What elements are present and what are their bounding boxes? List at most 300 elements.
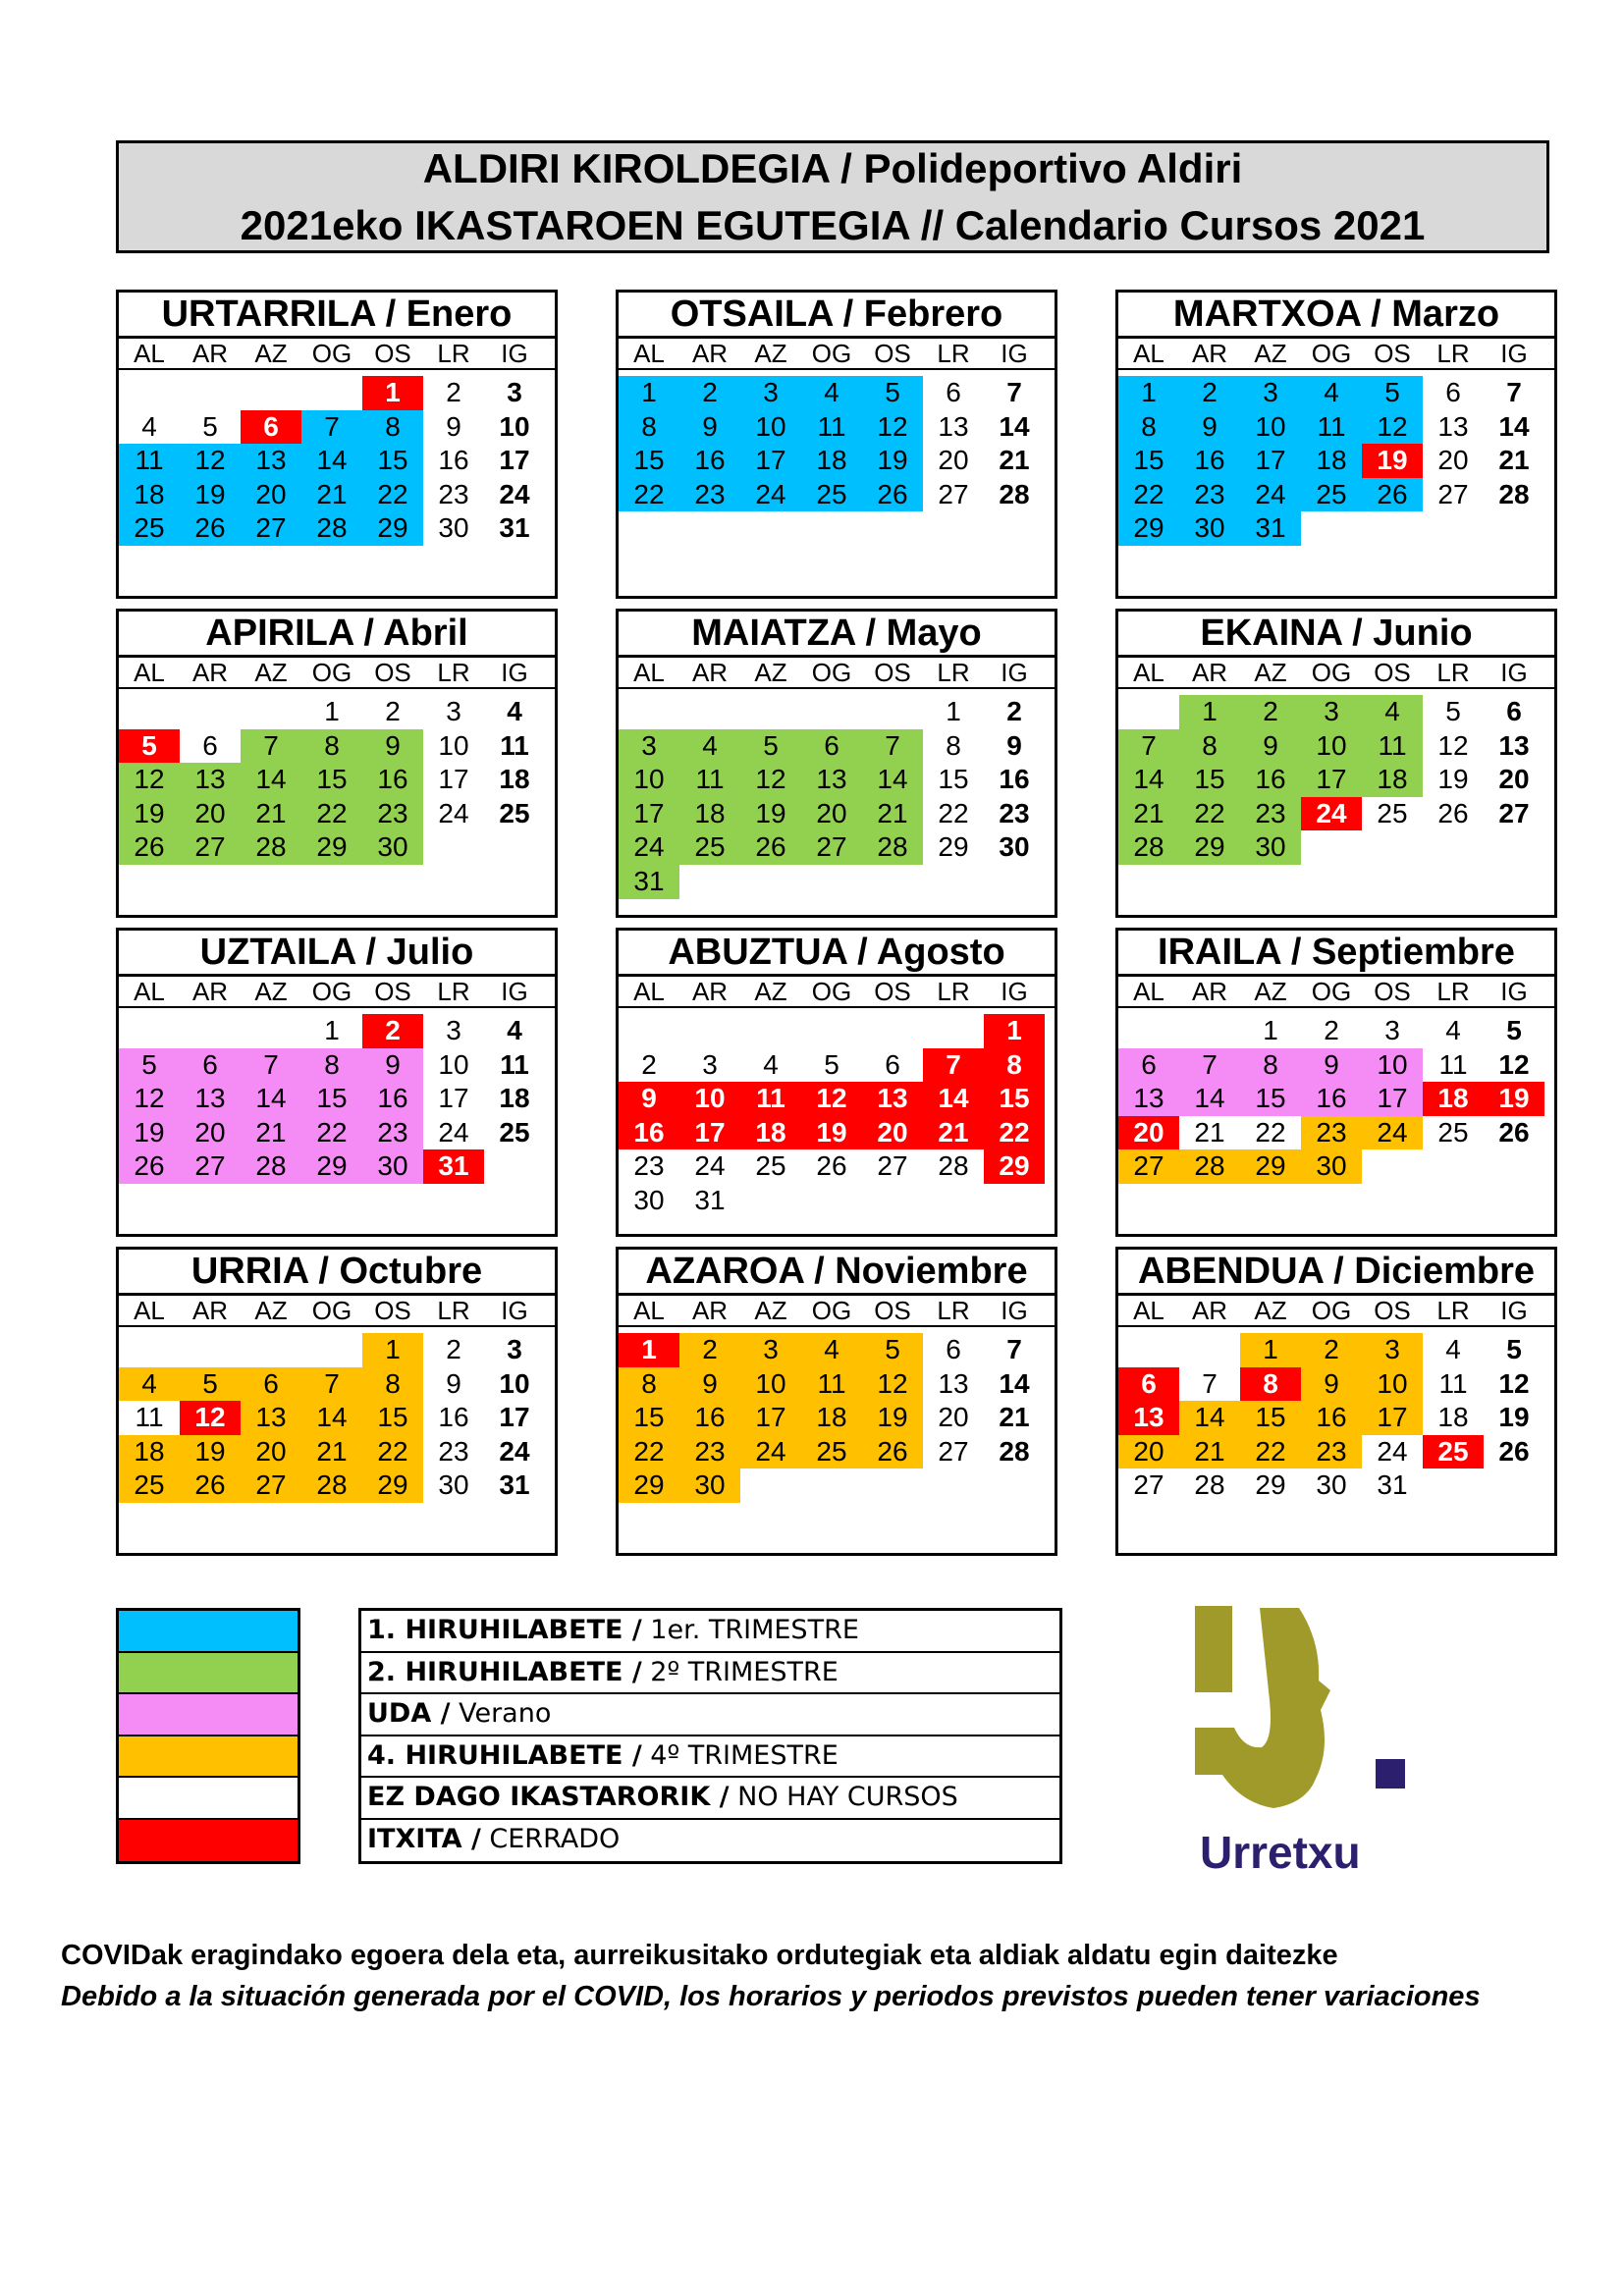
- day-cell: 7: [862, 729, 923, 764]
- day-cell: 4: [141, 410, 157, 442]
- day-cell: 15: [362, 444, 423, 478]
- day-cell: 24: [694, 1150, 726, 1182]
- day-cell: 24: [1240, 478, 1301, 512]
- weekday-header: [1118, 658, 1554, 689]
- day-cell: 1: [1118, 376, 1179, 410]
- day-cell: 26: [180, 1468, 241, 1503]
- day-cell: 29: [362, 511, 423, 546]
- empty-day: [1179, 1333, 1240, 1367]
- day-cell: 18: [499, 764, 530, 795]
- weekday-label: AL: [633, 1296, 665, 1325]
- day-cell: 13: [938, 1367, 969, 1399]
- day-cell: 21: [1179, 1435, 1240, 1469]
- empty-day: [923, 1014, 984, 1048]
- day-cell: 29: [362, 1468, 423, 1503]
- day-grid: [619, 1333, 1055, 1503]
- day-cell: 15: [301, 763, 362, 797]
- weekday-label: OS: [374, 658, 411, 687]
- day-cell: 8: [984, 1048, 1045, 1083]
- month-calendar: [116, 609, 558, 918]
- day-cell: 27: [180, 1149, 241, 1184]
- day-cell: 25: [499, 797, 530, 828]
- day-cell: 2: [385, 696, 401, 726]
- day-cell: 3: [446, 696, 461, 726]
- weekday-label: IG: [1001, 1296, 1028, 1325]
- weekday-label: LR: [1436, 977, 1470, 1006]
- day-cell: 24: [499, 478, 530, 509]
- day-cell: 20: [938, 1402, 969, 1433]
- weekday-label: OS: [874, 1296, 911, 1325]
- day-cell: 10: [438, 1048, 469, 1080]
- empty-day: [241, 695, 301, 729]
- day-cell: 9: [679, 410, 740, 445]
- day-cell: 31: [499, 512, 530, 544]
- weekday-label: IG: [1500, 658, 1528, 687]
- day-cell: 13: [241, 444, 301, 478]
- empty-day: [619, 1014, 679, 1048]
- weekday-header: [619, 977, 1055, 1008]
- day-cell: 20: [938, 445, 969, 476]
- day-cell: 30: [1240, 830, 1301, 865]
- day-cell: 2: [1006, 696, 1022, 726]
- day-cell: 28: [1179, 1149, 1240, 1184]
- empty-day: [1118, 1014, 1179, 1048]
- weekday-label: IG: [1500, 1296, 1528, 1325]
- weekday-header: [119, 1296, 555, 1327]
- day-cell: 5: [862, 1333, 923, 1367]
- day-cell: 27: [180, 830, 241, 865]
- day-cell: 3: [740, 1333, 801, 1367]
- day-cell: 5: [202, 410, 218, 442]
- day-cell: 17: [1362, 1401, 1423, 1435]
- weekday-label: IG: [1500, 339, 1528, 368]
- day-grid: [619, 695, 1055, 899]
- day-cell: 30: [679, 1468, 740, 1503]
- day-cell: 30: [999, 831, 1030, 863]
- day-cell: 25: [801, 1435, 862, 1469]
- day-cell: 12: [119, 1082, 180, 1116]
- day-cell: 10: [1362, 1048, 1423, 1083]
- day-cell: 12: [801, 1082, 862, 1116]
- day-cell: 20: [862, 1116, 923, 1150]
- weekday-label: OG: [311, 977, 352, 1006]
- day-cell: 13: [1118, 1401, 1179, 1435]
- day-cell: 9: [1006, 729, 1022, 761]
- weekday-label: AR: [1191, 339, 1228, 368]
- day-cell: 14: [1179, 1082, 1240, 1116]
- day-cell: 29: [1255, 1469, 1286, 1501]
- day-cell: 9: [446, 1367, 461, 1399]
- day-cell: 14: [241, 763, 301, 797]
- day-cell: 9: [1240, 729, 1301, 764]
- day-cell: 7: [1506, 377, 1522, 407]
- weekday-label: OS: [1374, 977, 1411, 1006]
- day-cell: 21: [241, 797, 301, 831]
- empty-day: [801, 1014, 862, 1048]
- day-cell: 6: [1118, 1048, 1179, 1083]
- day-cell: 2: [1240, 695, 1301, 729]
- day-cell: 4: [801, 376, 862, 410]
- day-cell: 28: [938, 1150, 969, 1182]
- legend-row-q1: 1. HIRUHILABETE / 1er. TRIMESTRE: [361, 1611, 1059, 1653]
- day-cell: 27: [241, 1468, 301, 1503]
- month-title: MAIATZA / Mayo: [619, 612, 1055, 658]
- day-cell: 19: [801, 1116, 862, 1150]
- weekday-header: [1118, 1296, 1554, 1327]
- weekday-header: [1118, 977, 1554, 1008]
- day-cell: 5: [1506, 1015, 1522, 1045]
- day-cell: 23: [1301, 1435, 1362, 1469]
- day-cell: 7: [1006, 1334, 1022, 1364]
- day-cell: 25: [801, 478, 862, 512]
- weekday-label: IG: [501, 658, 528, 687]
- day-cell: 1: [984, 1014, 1045, 1048]
- day-cell: 17: [740, 1401, 801, 1435]
- day-cell: 1: [619, 1333, 679, 1367]
- day-cell: 12: [119, 763, 180, 797]
- day-cell: 16: [1240, 763, 1301, 797]
- day-cell: 31: [1377, 1469, 1408, 1501]
- day-cell: 12: [180, 1401, 241, 1435]
- header-box: [116, 140, 1549, 253]
- legend-row-closed: ITXITA / CERRADO: [367, 1823, 621, 1854]
- weekday-label: AZ: [754, 1296, 787, 1325]
- empty-day: [1118, 695, 1179, 729]
- day-cell: 20: [241, 478, 301, 512]
- day-cell: 22: [1240, 1435, 1301, 1469]
- day-cell: 22: [301, 1116, 362, 1150]
- day-cell: 8: [1240, 1367, 1301, 1402]
- day-cell: 11: [740, 1082, 801, 1116]
- month-calendar: [616, 928, 1057, 1237]
- month-calendar: [616, 609, 1057, 918]
- day-cell: 18: [679, 797, 740, 831]
- weekday-label: OS: [374, 339, 411, 368]
- weekday-label: OS: [874, 339, 911, 368]
- day-cell: 6: [202, 729, 218, 761]
- day-cell: 6: [946, 1334, 961, 1364]
- weekday-label: LR: [937, 339, 970, 368]
- day-cell: 26: [119, 830, 180, 865]
- day-cell: 2: [641, 1048, 657, 1080]
- day-cell: 11: [500, 1048, 529, 1080]
- day-cell: 19: [119, 797, 180, 831]
- day-cell: 8: [362, 1367, 423, 1402]
- day-cell: 26: [180, 511, 241, 546]
- empty-day: [740, 1014, 801, 1048]
- day-cell: 17: [679, 1116, 740, 1150]
- weekday-label: AR: [191, 339, 229, 368]
- weekday-label: AR: [1191, 658, 1228, 687]
- day-cell: 5: [824, 1048, 839, 1080]
- day-cell: 8: [1179, 729, 1240, 764]
- day-cell: 17: [438, 1083, 469, 1114]
- day-cell: 8: [619, 410, 679, 445]
- day-grid: [1118, 1333, 1554, 1503]
- day-cell: 6: [1445, 377, 1461, 407]
- month-calendar: [1115, 1247, 1557, 1556]
- day-cell: 22: [362, 1435, 423, 1469]
- day-cell: 14: [999, 410, 1030, 442]
- legend-swatch-summer: [119, 1694, 298, 1736]
- weekday-label: OS: [1374, 658, 1411, 687]
- day-cell: 21: [1498, 445, 1530, 476]
- day-cell: 5: [740, 729, 801, 764]
- weekday-label: IG: [1001, 977, 1028, 1006]
- month-calendar: [1115, 928, 1557, 1237]
- empty-day: [180, 1014, 241, 1048]
- day-cell: 12: [862, 1367, 923, 1402]
- day-cell: 29: [1179, 830, 1240, 865]
- day-cell: 8: [1118, 410, 1179, 445]
- day-cell: 14: [1118, 763, 1179, 797]
- day-cell: 13: [180, 763, 241, 797]
- weekday-label: LR: [1436, 1296, 1470, 1325]
- day-cell: 10: [740, 410, 801, 445]
- day-cell: 13: [862, 1082, 923, 1116]
- day-cell: 21: [999, 1402, 1030, 1433]
- weekday-label: AZ: [1254, 658, 1287, 687]
- day-cell: 22: [938, 797, 969, 828]
- day-cell: 16: [999, 764, 1030, 795]
- weekday-label: AL: [134, 1296, 165, 1325]
- day-cell: 4: [507, 696, 522, 726]
- day-cell: 4: [1362, 695, 1423, 729]
- day-cell: 15: [362, 1401, 423, 1435]
- day-cell: 10: [740, 1367, 801, 1402]
- day-cell: 28: [241, 830, 301, 865]
- day-cell: 2: [446, 1334, 461, 1364]
- weekday-label: AZ: [754, 977, 787, 1006]
- day-cell: 26: [1498, 1116, 1530, 1148]
- day-cell: 8: [362, 410, 423, 445]
- legend-row-q2: 2. HIRUHILABETE / 2º TRIMESTRE: [361, 1653, 1059, 1695]
- day-cell: 26: [740, 830, 801, 865]
- day-cell: 16: [438, 445, 469, 476]
- day-cell: 5: [119, 1048, 180, 1083]
- day-cell: 7: [923, 1048, 984, 1083]
- month-title: ABENDUA / Diciembre: [1118, 1250, 1554, 1296]
- month-calendar: [1115, 609, 1557, 918]
- day-cell: 24: [619, 830, 679, 865]
- day-cell: 9: [362, 729, 423, 764]
- day-grid: [119, 376, 555, 546]
- day-cell: 26: [862, 1435, 923, 1469]
- day-cell: 20: [180, 1116, 241, 1150]
- day-cell: 15: [938, 764, 969, 795]
- day-cell: 18: [1362, 763, 1423, 797]
- empty-day: [301, 1333, 362, 1367]
- day-cell: 16: [1301, 1082, 1362, 1116]
- weekday-label: OG: [311, 1296, 352, 1325]
- empty-day: [1179, 1014, 1240, 1048]
- weekday-label: OS: [374, 1296, 411, 1325]
- weekday-label: OG: [811, 658, 852, 687]
- day-cell: 19: [1498, 1402, 1530, 1433]
- day-cell: 10: [438, 729, 469, 761]
- weekday-label: OG: [311, 658, 352, 687]
- day-cell: 8: [1240, 1048, 1301, 1083]
- day-cell: 23: [999, 797, 1030, 828]
- day-grid: [619, 1014, 1055, 1218]
- day-cell: 26: [1362, 478, 1423, 512]
- legend-swatch-q2: [119, 1653, 298, 1695]
- weekday-label: OS: [874, 977, 911, 1006]
- day-cell: 5: [862, 376, 923, 410]
- day-cell: 13: [801, 763, 862, 797]
- day-cell: 16: [1179, 444, 1240, 478]
- day-cell: 4: [1445, 1015, 1461, 1045]
- day-cell: 29: [1240, 1149, 1301, 1184]
- weekday-label: AL: [134, 658, 165, 687]
- weekday-label: IG: [1500, 977, 1528, 1006]
- day-cell: 21: [301, 478, 362, 512]
- day-cell: 4: [1301, 376, 1362, 410]
- day-cell: 25: [119, 1468, 180, 1503]
- weekday-header: [119, 658, 555, 689]
- day-cell: 14: [301, 444, 362, 478]
- day-cell: 31: [423, 1149, 484, 1184]
- day-cell: 16: [362, 763, 423, 797]
- day-cell: 9: [1301, 1367, 1362, 1402]
- day-cell: 19: [740, 797, 801, 831]
- empty-day: [180, 376, 241, 410]
- day-cell: 17: [619, 797, 679, 831]
- day-cell: 14: [241, 1082, 301, 1116]
- day-cell: 18: [740, 1116, 801, 1150]
- day-cell: 22: [984, 1116, 1045, 1150]
- day-cell: 21: [923, 1116, 984, 1150]
- empty-day: [119, 1333, 180, 1367]
- weekday-label: LR: [437, 658, 470, 687]
- day-cell: 23: [438, 1435, 469, 1467]
- day-cell: 3: [1362, 1333, 1423, 1367]
- day-grid: [1118, 1014, 1554, 1184]
- day-cell: 11: [135, 1402, 164, 1433]
- day-cell: 12: [1362, 410, 1423, 445]
- day-cell: 13: [1498, 729, 1530, 761]
- weekday-label: AR: [191, 977, 229, 1006]
- day-cell: 6: [1506, 696, 1522, 726]
- month-title: AZAROA / Noviembre: [619, 1250, 1055, 1296]
- month-title: EKAINA / Junio: [1118, 612, 1554, 658]
- weekday-label: LR: [937, 1296, 970, 1325]
- day-cell: 7: [1118, 729, 1179, 764]
- day-cell: 12: [1498, 1367, 1530, 1399]
- day-cell: 1: [324, 696, 340, 726]
- day-cell: 9: [362, 1048, 423, 1083]
- legend-swatch-q1: [119, 1611, 298, 1653]
- legend-row-summer: UDA / Verano: [361, 1694, 1059, 1736]
- empty-day: [241, 376, 301, 410]
- day-cell: 11: [1301, 410, 1362, 445]
- day-cell: 26: [119, 1149, 180, 1184]
- day-cell: 15: [1240, 1401, 1301, 1435]
- weekday-label: OG: [1311, 658, 1352, 687]
- day-cell: 29: [938, 831, 969, 863]
- day-cell: 24: [438, 1116, 469, 1148]
- empty-day: [241, 1333, 301, 1367]
- weekday-label: AZ: [754, 658, 787, 687]
- empty-day: [119, 695, 180, 729]
- day-cell: 11: [801, 410, 862, 445]
- day-cell: 27: [1437, 478, 1469, 509]
- day-cell: 24: [1362, 1116, 1423, 1150]
- legend-row-no-courses: EZ DAGO IKASTARORIK / NO HAY CURSOS: [361, 1778, 1059, 1820]
- month-title: APIRILA / Abril: [119, 612, 555, 658]
- day-cell: 27: [1133, 1469, 1164, 1501]
- day-cell: 4: [119, 1367, 180, 1402]
- legend-labels: [358, 1608, 1062, 1864]
- day-cell: 6: [241, 1367, 301, 1402]
- empty-day: [1118, 1333, 1179, 1367]
- day-cell: 31: [694, 1184, 726, 1215]
- day-grid: [119, 695, 555, 865]
- month-title: MARTXOA / Marzo: [1118, 293, 1554, 339]
- legend-swatch-q4: [119, 1736, 298, 1779]
- day-cell: 7: [301, 410, 362, 445]
- day-cell: 13: [1437, 410, 1469, 442]
- day-cell: 5: [1445, 696, 1461, 726]
- day-cell: 4: [679, 729, 740, 764]
- weekday-label: AL: [134, 339, 165, 368]
- header-title: ALDIRI KIROLDEGIA / Polideportivo Aldiri: [422, 144, 1243, 191]
- day-cell: 17: [438, 764, 469, 795]
- month-title: OTSAILA / Febrero: [619, 293, 1055, 339]
- day-cell: 16: [438, 1402, 469, 1433]
- day-cell: 21: [1118, 797, 1179, 831]
- day-cell: 28: [862, 830, 923, 865]
- day-cell: 18: [119, 1435, 180, 1469]
- day-cell: 13: [1118, 1082, 1179, 1116]
- day-cell: 11: [1438, 1048, 1468, 1080]
- weekday-label: OS: [1374, 1296, 1411, 1325]
- legend-row-q4: 4. HIRUHILABETE / 4º TRIMESTRE: [361, 1736, 1059, 1779]
- day-cell: 14: [923, 1082, 984, 1116]
- day-cell: 28: [1498, 478, 1530, 509]
- day-cell: 22: [1255, 1116, 1286, 1148]
- day-cell: 10: [619, 763, 679, 797]
- day-cell: 26: [1437, 797, 1469, 828]
- day-cell: 14: [1179, 1401, 1240, 1435]
- day-cell: 29: [301, 1149, 362, 1184]
- weekday-label: AR: [691, 658, 729, 687]
- day-cell: 15: [301, 1082, 362, 1116]
- weekday-label: AR: [1191, 977, 1228, 1006]
- day-cell: 22: [619, 478, 679, 512]
- weekday-label: IG: [501, 977, 528, 1006]
- day-cell: 14: [1498, 410, 1530, 442]
- month-title: ABUZTUA / Agosto: [619, 931, 1055, 977]
- day-cell: 16: [619, 1116, 679, 1150]
- day-cell: 26: [862, 478, 923, 512]
- day-cell: 6: [1118, 1367, 1179, 1402]
- day-cell: 18: [1437, 1402, 1469, 1433]
- day-cell: 28: [1194, 1469, 1225, 1501]
- day-cell: 27: [241, 511, 301, 546]
- weekday-label: AZ: [1254, 977, 1287, 1006]
- day-cell: 21: [999, 445, 1030, 476]
- weekday-label: AL: [1133, 977, 1164, 1006]
- day-cell: 20: [1498, 764, 1530, 795]
- empty-day: [119, 376, 180, 410]
- empty-day: [679, 695, 740, 729]
- day-cell: 25: [755, 1150, 786, 1182]
- day-cell: 25: [119, 511, 180, 546]
- day-cell: 28: [301, 511, 362, 546]
- day-cell: 22: [1179, 797, 1240, 831]
- day-cell: 11: [801, 1367, 862, 1402]
